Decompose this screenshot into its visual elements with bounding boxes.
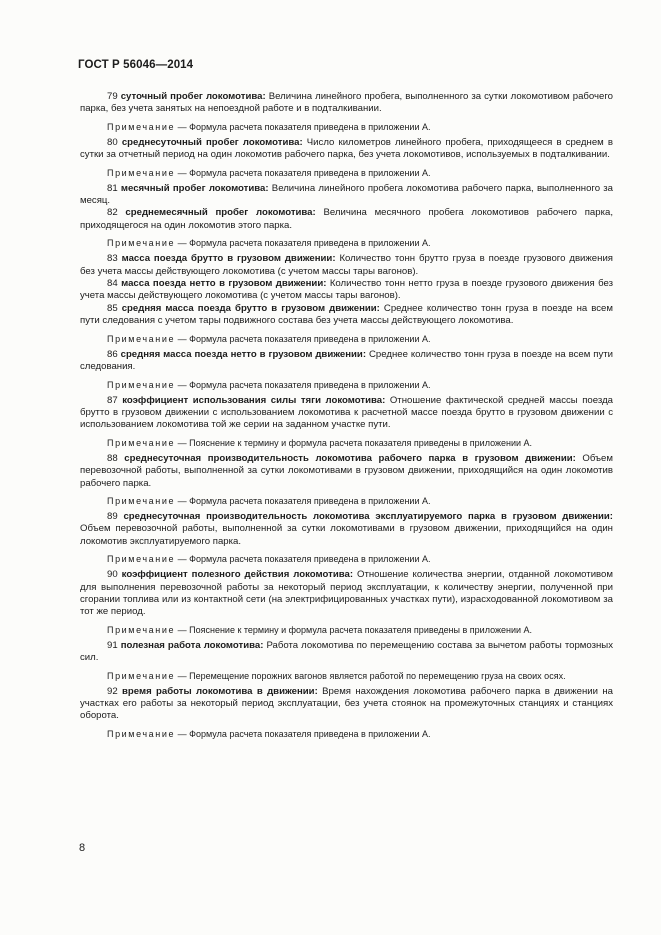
term-entry — [80, 453, 613, 490]
term-number: 87 — [107, 394, 118, 406]
term-entry — [80, 183, 613, 208]
term-number: 88 — [107, 452, 118, 464]
term-definition: Число километров линейного пробега, приходящееся в среднем в сутки за отчетный период на один локомотив рабочего парка, без учета локомотивов, используемых в подталкивании. — [80, 136, 613, 161]
note: Примечание — Формула расчета показателя приведена в приложении А. — [107, 238, 431, 249]
term-name: среднесуточный пробег локомотива: — [121, 136, 303, 148]
term-entry — [80, 303, 613, 328]
term-name: средняя масса поезда нетто в грузовом движении: — [120, 348, 367, 360]
term-name: коэффициент полезного действия локомотива: — [121, 569, 354, 581]
note-text: Формула расчета показателя приведена в приложении А. — [189, 121, 431, 132]
note-label: Примечание — [107, 379, 176, 390]
term-number: 84 — [107, 278, 118, 290]
note: Примечание — Формула расчета показателя приведена в приложении А. — [107, 121, 431, 132]
note-label: Примечание — [107, 121, 176, 132]
term-number: 79 — [107, 91, 118, 102]
term-entry — [80, 137, 613, 162]
note-text: Формула расчета показателя приведена в приложении А. — [189, 728, 431, 739]
note: Примечание — Формула расчета показателя приведена в приложении А. — [107, 554, 431, 565]
note-text: Перемещение порожних вагонов является работой по перемещению груза на своих осях. — [189, 670, 566, 681]
term-number: 81 — [107, 182, 118, 194]
note: Примечание — Пояснение к термину и формула расчета показателя приведены в приложении А. — [107, 437, 533, 448]
term-name: месячный пробег локомотива: — [120, 182, 269, 194]
note-label: Примечание — [107, 670, 176, 681]
term-definition: Время нахождения локомотива рабочего парка в движении на участках его работы за некоторый период эксплуатации, без учета стоянок на промежуточных станциях и станциях оборота. — [80, 685, 613, 722]
note-text: Формула расчета показателя приведена в приложении А. — [189, 167, 431, 178]
note-text: Пояснение к термину и формула расчета показателя приведены в приложении А. — [189, 624, 533, 635]
term-definition: Среднее количество тонн груза в поезде на всем пути следования с учетом тары подвижного состава без учета массы действующего локомотива. — [80, 302, 613, 327]
term-entry — [80, 207, 613, 232]
term-entry — [80, 640, 613, 665]
note-label: Примечание — [107, 728, 176, 739]
term-definition: Количество тонн брутто груза в поезде грузового движения без учета массы действующего локомотива (с учетом массы тары вагонов). — [80, 253, 613, 277]
term-entry — [80, 278, 613, 303]
term-definition: Объем перевозочной работы, выполненной за сутки локомотивами в грузовом движении, приходящийся на один локомотив эксплуатируемого парка. — [80, 523, 613, 547]
term-entry — [80, 395, 613, 432]
note-label: Примечание — [107, 495, 176, 506]
term-definition: Отношение фактической средней массы поезда брутто в грузовом движении с использованием локомотива к расчетной массе поезда брутто в грузовом движении с использованием локомотива той же серии на заданном участке пути. — [80, 394, 614, 431]
note: Примечание — Формула расчета показателя приведена в приложении А. — [107, 333, 431, 344]
term-definition: Объем перевозочной работы, выполненной за сутки локомотивами в грузовом движении, приходящийся на один локомотив рабочего парка. — [80, 452, 613, 489]
term-definition: Величина линейного пробега локомотива рабочего парка, выполненного за месяц. — [80, 182, 614, 207]
term-name: среднесуточная производительность локомотива рабочего парка в грузовом движении: — [124, 452, 576, 464]
term-name: коэффициент использования силы тяги локомотива: — [122, 394, 386, 406]
note-text: Формула расчета показателя приведена в приложении А. — [189, 333, 431, 344]
note-label: Примечание — [107, 437, 176, 448]
note-label: Примечание — [107, 333, 176, 344]
term-entry — [80, 686, 613, 723]
term-number: 86 — [107, 348, 118, 360]
note-text: Формула расчета показателя приведена в приложении А. — [189, 238, 431, 249]
note: Примечание — Перемещение порожних вагонов является работой по перемещению груза на своих осях. — [107, 670, 566, 681]
term-name: полезная работа локомотива: — [120, 639, 264, 651]
note-text: Формула расчета показателя приведена в приложении А. — [189, 379, 431, 390]
note: Примечание — Формула расчета показателя приведена в приложении А. — [107, 379, 431, 390]
document-body — [80, 91, 613, 744]
term-number: 85 — [107, 302, 118, 314]
term-number: 90 — [107, 569, 118, 581]
note-label: Примечание — [107, 167, 176, 178]
term-definition: Величина месячного пробега локомотивов рабочего парка, приходящегося на один локомотив этого парка. — [80, 207, 614, 231]
term-definition: Отношение количества энергии, отданной локомотивом для выполнения перевозочной работы за некоторый период эксплуатации, к количеству энергии, полученной при сгорании топлива или из контактной сети (на электрифицированных участках пути), израсходованной локомотивом за тот же период. — [80, 569, 613, 618]
note: Примечание — Формула расчета показателя приведена в приложении А. — [107, 728, 431, 739]
term-name: масса поезда брутто в грузовом движении: — [121, 253, 336, 265]
term-number: 80 — [107, 136, 118, 148]
term-name: среднесуточная производительность локомотива эксплуатируемого парка в грузовом движении: — [123, 510, 613, 522]
note: Примечание — Пояснение к термину и формула расчета показателя приведены в приложении А. — [107, 624, 533, 635]
term-entry — [80, 349, 613, 374]
term-definition: Количество тонн нетто груза в поезде грузового движения без учета массы действующего локомотива (с учетом массы тары вагонов). — [80, 278, 614, 302]
term-number: 92 — [107, 685, 118, 697]
note-text: Пояснение к термину и формула расчета показателя приведены в приложении А. — [189, 437, 533, 448]
term-number: 82 — [107, 207, 118, 219]
term-name: время работы локомотива в движении: — [122, 685, 318, 697]
document-header: ГОСТ Р 56046—2014 — [78, 59, 194, 71]
note: Примечание — Формула расчета показателя приведена в приложении А. — [107, 167, 431, 178]
term-name: среднемесячный пробег локомотива: — [125, 207, 316, 219]
term-number: 89 — [107, 510, 118, 522]
term-name: суточный пробег локомотива: — [120, 91, 266, 102]
term-name: средняя масса поезда брутто в грузовом движении: — [121, 302, 380, 314]
term-name: масса поезда нетто в грузовом движении: — [121, 278, 327, 290]
term-definition: Величина линейного пробега, выполненного за сутки локомотивом рабочего парка, без учета занятых на непоездной работе и в подталкивании. — [80, 91, 614, 115]
term-number: 91 — [107, 639, 118, 651]
term-number: 83 — [107, 253, 118, 265]
term-definition: Среднее количество тонн груза в поезде на всем пути следования. — [80, 348, 613, 373]
page-number: 8 — [79, 842, 86, 854]
term-entry — [80, 511, 613, 548]
note-label: Примечание — [107, 238, 176, 249]
note-text: Формула расчета показателя приведена в приложении А. — [189, 554, 431, 565]
term-entry — [80, 91, 613, 116]
term-definition: Работа локомотива по перемещению состава за вычетом работы тормозных сил. — [80, 639, 613, 664]
term-entry — [80, 569, 613, 619]
note-label: Примечание — [107, 624, 176, 635]
note-label: Примечание — [107, 554, 176, 565]
note-text: Формула расчета показателя приведена в приложении А. — [189, 495, 431, 506]
term-entry — [80, 253, 613, 278]
note: Примечание — Формула расчета показателя приведена в приложении А. — [107, 495, 431, 506]
